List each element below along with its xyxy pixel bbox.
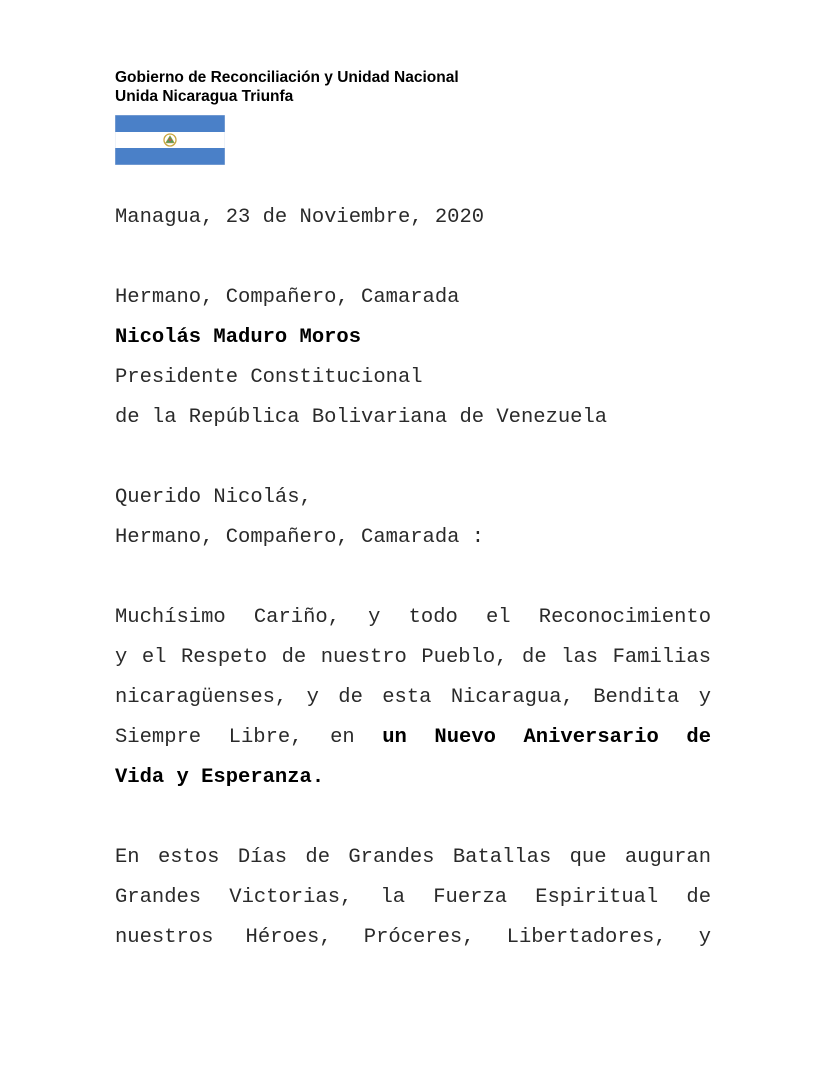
paragraph-1-line (115, 718, 711, 758)
letterhead-slogan: Unida Nicaragua Triunfa (115, 88, 294, 105)
paragraph-1-line: nicaragüenses, y de esta Nicaragua, Bendita y (115, 686, 711, 709)
recipient-title: Presidente Constitucional (115, 366, 423, 389)
paragraph-1-line: y el Respeto de nuestro Pueblo, de las Familias (115, 646, 711, 669)
paragraph-2-line: nuestros Héroes, Próceres, Libertadores, y (115, 926, 711, 949)
paragraph-2 (115, 838, 711, 958)
letter-date: Managua, 23 de Noviembre, 2020 (115, 206, 485, 229)
paragraph-1-text: Siempre Libre, en (115, 726, 383, 749)
letterhead-government-name: Gobierno de Reconciliación y Unidad Nacional (115, 69, 459, 86)
paragraph-1-emphasis: un Nuevo Aniversario de (382, 726, 712, 749)
paragraph-1-period: . (311, 766, 325, 789)
letterhead (115, 68, 459, 106)
nicaragua-flag-icon (115, 115, 225, 165)
recipient-country: de la República Bolivariana de Venezuela (115, 406, 608, 429)
paragraph-1-line (115, 758, 711, 798)
recipient-greeting: Hermano, Compañero, Camarada (115, 286, 460, 309)
letter-body (115, 198, 711, 958)
paragraph-1-emphasis: Vida y Esperanza (115, 766, 312, 789)
salutation: Querido Nicolás, (115, 486, 312, 509)
recipient-name: Nicolás Maduro Moros (115, 326, 362, 349)
salutation-continued: Hermano, Compañero, Camarada : (115, 526, 485, 549)
paragraph-1 (115, 598, 711, 798)
paragraph-2-line: Grandes Victorias, la Fuerza Espiritual de (115, 886, 711, 909)
paragraph-1-line: Muchísimo Cariño, y todo el Reconocimiento (115, 606, 711, 629)
paragraph-2-line: En estos Días de Grandes Batallas que auguran (115, 846, 711, 869)
